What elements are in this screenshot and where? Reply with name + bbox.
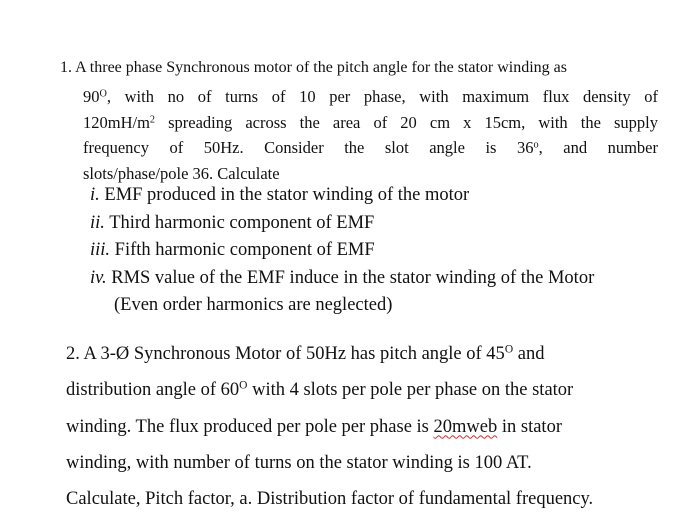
text-run: , with no of turns of 10 per phase, with maximum flux density of — [106, 87, 658, 106]
text-run: 90 — [83, 87, 100, 106]
question-2 — [66, 336, 666, 517]
text-run: 2. A 3-Ø Synchronous Motor of 50Hz has pitch angle of 45 — [66, 344, 505, 364]
text-run: winding. The flux produced per pole per phase is — [66, 416, 434, 437]
question-2-line-3 — [66, 409, 666, 445]
question-1-line-4 — [83, 135, 658, 161]
exponent-superscript: 2 — [149, 113, 156, 125]
text-run: distribution angle of 60 — [66, 380, 240, 401]
question-1-sub-questions — [90, 182, 660, 320]
degree-superscript: O — [504, 343, 514, 356]
question-2-line-5: Calculate, Pitch factor, a. Distribution factor of fundamental frequency. — [66, 489, 594, 510]
roman-numeral: iii. — [90, 240, 111, 260]
text-run: with 4 slots per pole per phase on the stator — [247, 380, 574, 401]
degree-superscript: o — [533, 139, 539, 151]
sub-question-text: RMS value of the EMF induce in the stator winding of the Motor — [106, 267, 595, 288]
degree-superscript: O — [239, 380, 248, 392]
text-run: spreading across the area of 20 cm x 15cm, with the supply — [155, 112, 658, 132]
text-run: in stator — [497, 416, 562, 437]
degree-superscript: O — [99, 88, 107, 100]
harmonics-note: (Even order harmonics are neglected) — [114, 295, 393, 315]
sub-question-iii — [90, 237, 660, 265]
text-run: and — [513, 344, 545, 364]
question-1-line-5: slots/phase/pole 36. Calculate — [83, 163, 280, 183]
sub-question-iv — [90, 265, 660, 293]
sub-question-ii — [90, 210, 660, 238]
sub-question-text: Fifth harmonic component of EMF — [110, 240, 375, 260]
roman-numeral: i. — [90, 185, 100, 205]
question-2-line-2 — [66, 372, 666, 408]
question-1-line-2 — [83, 84, 658, 110]
spellcheck-flagged-word[interactable]: 20mweb — [433, 416, 498, 437]
sub-question-text: EMF produced in the stator winding of the motor — [99, 185, 470, 205]
question-1-line-3 — [83, 110, 658, 136]
sub-question-i — [90, 182, 660, 210]
text-run: frequency of 50Hz. Consider the slot angle is 36 — [83, 138, 534, 157]
sub-question-text: Third harmonic component of EMF — [104, 212, 375, 233]
question-2-line-1 — [66, 336, 666, 372]
text-run: 120mH/m — [83, 112, 150, 132]
question-2-line-4: winding, with number of turns on the stator winding is 100 AT. — [66, 452, 532, 473]
question-1-body — [83, 84, 658, 186]
roman-numeral: ii. — [90, 212, 105, 233]
question-1-line-1: 1. A three phase Synchronous motor of the pitch angle for the stator winding as — [60, 59, 568, 76]
roman-numeral: iv. — [90, 267, 107, 288]
text-run: , and number — [538, 138, 658, 157]
